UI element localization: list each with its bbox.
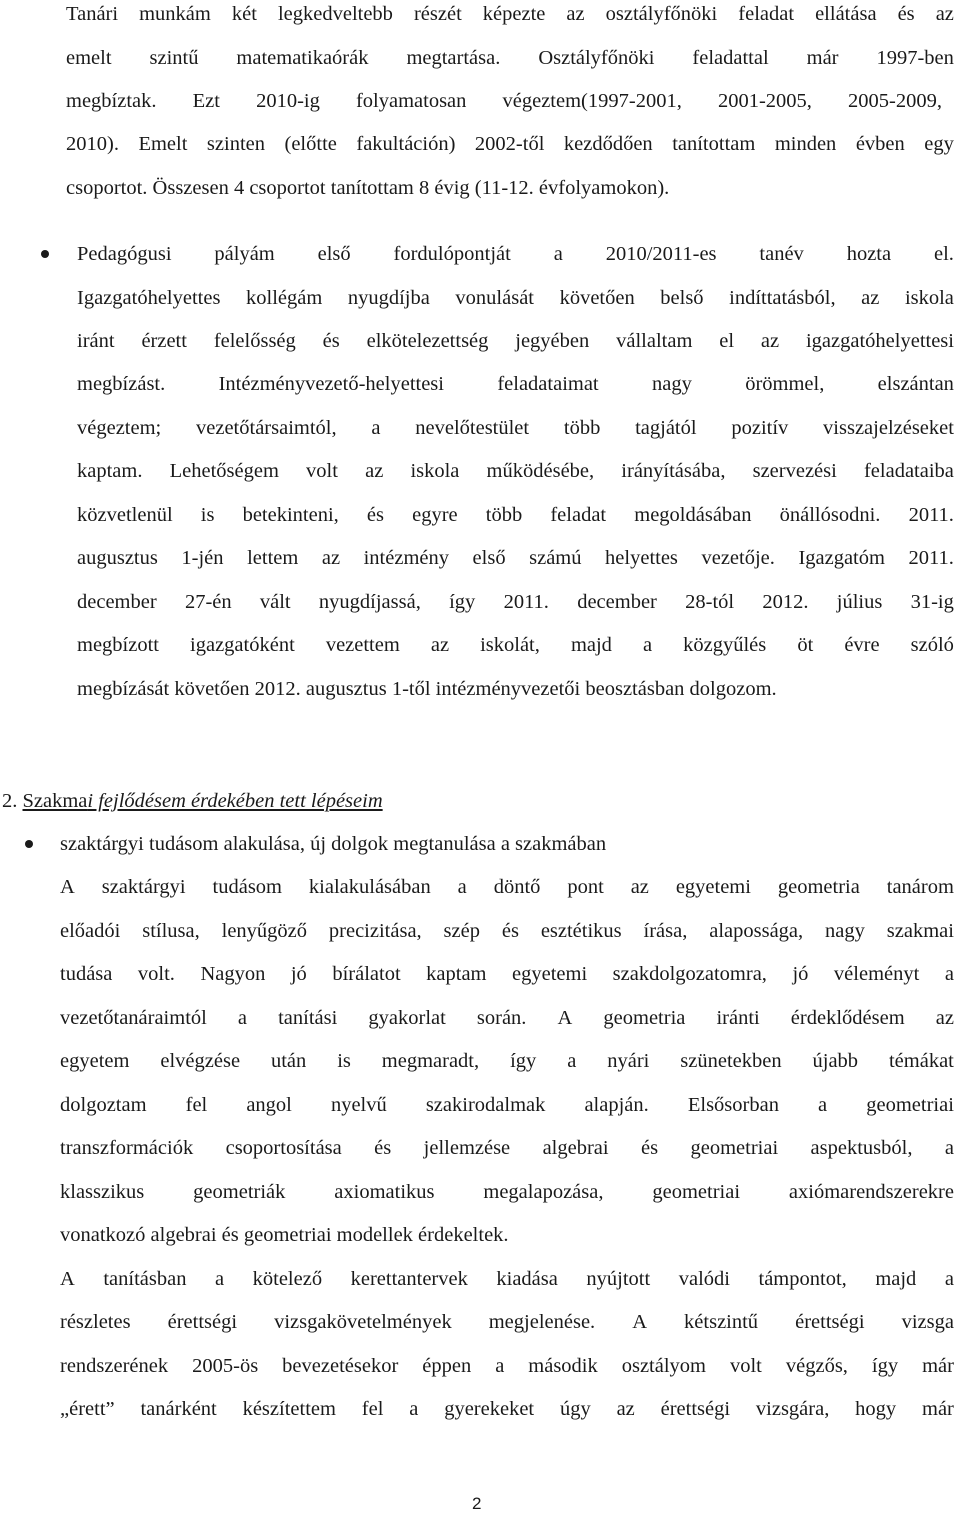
word: a — [495, 1355, 505, 1377]
word: igazgatóhelyettesi — [805, 330, 954, 352]
word: után — [270, 1050, 307, 1072]
word: ellátása — [815, 3, 877, 25]
word: csoportosítása — [225, 1137, 342, 1159]
word: elkötelezettség — [366, 330, 489, 352]
word: kollégám — [246, 287, 323, 309]
section-title: i fejlődésem érdekében tett lépéseim — [87, 790, 383, 812]
word: érettségi — [660, 1398, 731, 1420]
word: vonulását — [455, 287, 534, 309]
word: visszajelzéseket — [823, 417, 954, 439]
word: indíttatásból, — [729, 287, 836, 309]
word: tanárom — [886, 876, 954, 898]
word: szakmai — [886, 920, 954, 942]
word: angol — [246, 1094, 292, 1116]
word: támpontot, — [758, 1268, 847, 1290]
word: nyújtott — [586, 1268, 651, 1290]
list-item-line — [77, 327, 954, 355]
word: a — [642, 634, 653, 656]
word: algebrai — [542, 1137, 609, 1159]
word: rendszerének — [60, 1355, 169, 1377]
word: részletes — [60, 1311, 131, 1333]
word: jegyében — [515, 330, 590, 352]
word: önállósodni. — [779, 504, 881, 526]
word: „érett” — [60, 1398, 115, 1420]
word: képezte — [482, 3, 546, 25]
word: nevelőtestület — [415, 417, 530, 439]
word: szünetekben — [680, 1050, 782, 1072]
word: a — [944, 1268, 954, 1290]
word: vált — [259, 591, 291, 613]
word: alapossága, — [709, 920, 804, 942]
word: aspektusból, — [810, 1137, 913, 1159]
word: részét — [413, 3, 462, 25]
word: tanításban — [103, 1268, 187, 1290]
word: el. — [933, 243, 954, 265]
word: Igazgatóhelyettes — [77, 287, 221, 309]
word: tanítási — [278, 1007, 338, 1029]
word: 2005-2009, — [848, 90, 942, 112]
word: évben — [855, 133, 905, 155]
word: volt. — [137, 963, 175, 985]
word: volt — [306, 460, 338, 482]
word: pályám — [214, 243, 275, 265]
word: A — [557, 1007, 573, 1029]
word: valódi — [678, 1268, 730, 1290]
word: iránti — [716, 1007, 760, 1029]
word: pozitív — [731, 417, 789, 439]
word: nyelvű — [330, 1094, 387, 1116]
word: el — [719, 330, 735, 352]
list-item-line — [60, 873, 954, 901]
list-item-line — [60, 1047, 954, 1075]
word: öt — [797, 634, 814, 656]
word: kétszintű — [684, 1311, 759, 1333]
word: Intézményvezető-helyettesi — [218, 373, 444, 395]
word: majd — [570, 634, 612, 656]
word: 2010/2011-es — [605, 243, 717, 265]
list-item-line — [60, 917, 954, 945]
word: osztályfőnöki — [605, 3, 718, 25]
word: kötelező — [252, 1268, 323, 1290]
word: (előtte — [284, 133, 337, 155]
word: már — [806, 47, 839, 69]
word: szép — [443, 920, 480, 942]
word: az — [616, 1398, 635, 1420]
word: A — [60, 1268, 75, 1290]
paragraph-line — [66, 130, 954, 158]
word: stílusa, — [142, 920, 200, 942]
word: kezdődően — [563, 133, 653, 155]
word: lenyűgöző — [221, 920, 308, 942]
word: a — [818, 1094, 828, 1116]
word: tanév — [759, 243, 804, 265]
paragraph-line — [66, 87, 942, 115]
word: Pedagógusi — [77, 243, 172, 265]
word: augusztus — [77, 547, 158, 569]
word: Elsősorban — [687, 1094, 779, 1116]
word: gyakorlat — [368, 1007, 446, 1029]
word: érettségi — [167, 1311, 238, 1333]
word: a — [944, 963, 954, 985]
word: jó — [792, 963, 809, 985]
word: az — [365, 460, 384, 482]
word: 27-én — [184, 591, 232, 613]
word: szóló — [910, 634, 954, 656]
word: fel — [361, 1398, 384, 1420]
word: nyugdíjassá, — [318, 591, 421, 613]
word: december — [577, 591, 657, 613]
word: szakirodalmak — [425, 1094, 546, 1116]
word: is — [200, 504, 215, 526]
word: Emelt — [138, 133, 188, 155]
word: végeztem(1997-2001, — [502, 90, 682, 112]
word: a — [944, 1137, 954, 1159]
word: az — [566, 3, 585, 25]
word: fordulópontját — [393, 243, 511, 265]
bullet-icon — [25, 840, 33, 848]
word: tanítottam — [672, 133, 756, 155]
word: emelt — [66, 47, 112, 69]
word: is — [337, 1050, 351, 1072]
word: december — [77, 591, 157, 613]
word: szakdolgozatomra, — [612, 963, 767, 985]
word: az — [430, 634, 450, 656]
word: működésébe, — [486, 460, 595, 482]
word: feladat — [550, 504, 607, 526]
word: az — [935, 1007, 954, 1029]
word: intézmény — [363, 547, 449, 569]
word: egyre — [412, 504, 458, 526]
word: témákat — [888, 1050, 954, 1072]
word: feladattal — [692, 47, 769, 69]
word: irányításába, — [621, 460, 726, 482]
word: az — [861, 287, 880, 309]
word: a — [371, 417, 381, 439]
word: gyerekeket — [444, 1398, 535, 1420]
word: betekinteni, — [242, 504, 339, 526]
word: geometriai — [652, 1181, 741, 1203]
word: az — [760, 330, 780, 352]
word: az — [630, 876, 649, 898]
word: Nagyon — [200, 963, 266, 985]
list-item-line — [60, 1308, 954, 1336]
word: végzős, — [785, 1355, 848, 1377]
word: július — [836, 591, 883, 613]
word: megoldásában — [634, 504, 752, 526]
word: folyamatosan — [355, 90, 467, 112]
word: a — [457, 876, 467, 898]
word: közvetlenül — [77, 504, 173, 526]
word: kaptam — [426, 963, 487, 985]
word: szintű — [149, 47, 199, 69]
word: előadói — [60, 920, 121, 942]
word: vezetője. — [701, 547, 775, 569]
word: iskolát, — [480, 634, 540, 656]
word: 2002-től — [474, 133, 545, 155]
word: elvégzése — [160, 1050, 241, 1072]
list-item-line — [60, 1178, 954, 1206]
word: iskola — [410, 460, 460, 482]
word: tudásom — [212, 876, 282, 898]
word: kialakulásában — [308, 876, 431, 898]
word: dolgoztam — [60, 1094, 147, 1116]
list-item-line — [60, 1004, 954, 1032]
list-item-line — [60, 1091, 954, 1119]
word: több — [563, 417, 601, 439]
word: újabb — [812, 1050, 859, 1072]
paragraph-line: csoportot. Összesen 4 csoportot tanítottam 8 évig (11-12. évfolyamokon). — [66, 177, 670, 199]
list-item-line — [77, 501, 954, 529]
word: vállaltam — [616, 330, 693, 352]
word: tagjától — [635, 417, 697, 439]
word: hozta — [846, 243, 892, 265]
word: 1-jén — [181, 547, 224, 569]
word: éppen — [422, 1355, 472, 1377]
word: érettségi — [795, 1311, 865, 1333]
word: vezetőtanáraimtól — [60, 1007, 207, 1029]
list-item-line — [77, 631, 954, 659]
word: a — [237, 1007, 248, 1029]
word: 1997-ben — [876, 47, 954, 69]
word: nagy — [651, 373, 692, 395]
word: tanárként — [140, 1398, 217, 1420]
word: jellemzése — [423, 1137, 511, 1159]
word: A — [60, 876, 75, 898]
word: iránt — [77, 330, 115, 352]
word: bírálatot — [332, 963, 401, 985]
word: 2005-ös — [192, 1355, 259, 1377]
word: megbíztak. — [66, 90, 157, 112]
word: Ezt — [192, 90, 220, 112]
word: két — [231, 3, 257, 25]
word: hogy — [855, 1398, 897, 1420]
list-item-line — [77, 240, 954, 268]
word: kerettantervek — [350, 1268, 468, 1290]
word: 2011. — [908, 547, 954, 569]
word: érzett — [141, 330, 187, 352]
word: és — [366, 504, 384, 526]
word: feladataiba — [863, 460, 954, 482]
word: úgy — [559, 1398, 591, 1420]
word: lettem — [247, 547, 299, 569]
word: bevezetésekor — [282, 1355, 399, 1377]
word: megbízott — [77, 634, 159, 656]
word: kaptam. — [77, 460, 143, 482]
word: axiómarendszerekre — [788, 1181, 954, 1203]
word: így — [449, 591, 476, 613]
word: feladat — [738, 3, 795, 25]
word: belső — [660, 287, 704, 309]
word: követően — [559, 287, 635, 309]
word: geometria — [777, 876, 860, 898]
word: az — [935, 3, 954, 25]
word: végeztem; — [77, 417, 162, 439]
word: számú — [529, 547, 582, 569]
list-item-line — [77, 457, 954, 485]
word: az — [321, 547, 341, 569]
list-item-line — [77, 588, 954, 616]
word: elszántan — [877, 373, 954, 395]
word: megtartása. — [406, 47, 501, 69]
word: vizsgára, — [755, 1398, 830, 1420]
word: geometriai — [690, 1137, 779, 1159]
word: a — [409, 1398, 419, 1420]
word: készítettem — [242, 1398, 336, 1420]
word: írása, — [643, 920, 688, 942]
word: 31-ig — [910, 591, 954, 613]
word: egyetem — [60, 1050, 130, 1072]
word: feladataimat — [497, 373, 599, 395]
word: pont — [567, 876, 604, 898]
list-item-line: szaktárgyi tudásom alakulása, új dolgok megtanulása a szakmában — [60, 833, 607, 855]
word: egyetemi — [675, 876, 751, 898]
word: tudása — [60, 963, 113, 985]
word: precizitása, — [328, 920, 422, 942]
word: során. — [476, 1007, 527, 1029]
list-item-line — [60, 960, 954, 988]
word: Lehetőségem — [169, 460, 279, 482]
word: transzformációk — [60, 1137, 194, 1159]
word: megalapozása, — [483, 1181, 604, 1203]
word: vizsga — [901, 1311, 954, 1333]
word: fakultáción) — [356, 133, 456, 155]
list-item-line — [60, 1265, 954, 1293]
word: iskola — [904, 287, 954, 309]
word: közgyűlés — [683, 634, 767, 656]
word: örömmel, — [745, 373, 825, 395]
word: 2012. — [762, 591, 809, 613]
word: szinten — [206, 133, 265, 155]
word: Tanári — [66, 3, 119, 25]
word: több — [485, 504, 523, 526]
list-item-line — [77, 370, 954, 398]
list-item-line — [60, 1134, 954, 1162]
word: nagy — [825, 920, 865, 942]
word: a — [215, 1268, 225, 1290]
word: megjelenése. — [488, 1311, 596, 1333]
word: 2011. — [503, 591, 549, 613]
word: geometria — [603, 1007, 686, 1029]
word: Igazgatóm — [798, 547, 885, 569]
section-number: 2. — [2, 790, 18, 812]
word: 2001-2005, — [717, 90, 812, 112]
word: kiadása — [496, 1268, 558, 1290]
word: már — [922, 1398, 954, 1420]
word: első — [317, 243, 351, 265]
word: 28-tól — [685, 591, 735, 613]
word: matematikaórák — [236, 47, 369, 69]
list-item-line — [60, 1395, 954, 1423]
word: és — [374, 1137, 392, 1159]
word: szervezési — [752, 460, 837, 482]
word: egyetemi — [512, 963, 588, 985]
word: évre — [844, 634, 880, 656]
word: alapján. — [584, 1094, 649, 1116]
list-item-line — [77, 284, 954, 312]
bullet-icon — [41, 250, 49, 258]
word: geometriai — [866, 1094, 954, 1116]
word: nyugdíjba — [347, 287, 430, 309]
paragraph-line — [66, 0, 954, 28]
word: megmaradt, — [381, 1050, 480, 1072]
list-item-line — [77, 544, 954, 572]
word: 2010). — [66, 133, 119, 155]
page-number: 2 — [472, 1494, 482, 1513]
word: véleményt — [833, 963, 920, 985]
word: klasszikus — [60, 1181, 145, 1203]
word: érdeklődésem — [790, 1007, 905, 1029]
word: A — [632, 1311, 648, 1333]
word: és — [501, 920, 519, 942]
word: és — [322, 330, 340, 352]
word: már — [922, 1355, 954, 1377]
list-item-line: megbízását követően 2012. augusztus 1-től intézményvezetői beosztásban dolgozom. — [77, 678, 777, 700]
word: vezettem — [325, 634, 400, 656]
list-item-line: vonatkozó algebrai és geometriai modellek érdekeltek. — [60, 1224, 509, 1246]
word: helyettes — [605, 547, 678, 569]
word: így — [510, 1050, 537, 1072]
word: minden — [774, 133, 837, 155]
list-item-line — [60, 1352, 954, 1380]
word: esztétikus — [540, 920, 622, 942]
word: és — [897, 3, 915, 25]
word: Osztályfőnöki — [538, 47, 655, 69]
word: majd — [875, 1268, 917, 1290]
word: egy — [924, 133, 954, 155]
word: és — [641, 1137, 659, 1159]
word: felelősség — [213, 330, 296, 352]
word: fel — [185, 1094, 208, 1116]
word: így — [871, 1355, 899, 1377]
section-title-prefix: Szakma — [22, 790, 88, 812]
word: a — [553, 243, 563, 265]
list-item-line — [77, 414, 954, 442]
word: igazgatóként — [190, 634, 295, 656]
word: a — [567, 1050, 577, 1072]
word: 2010-ig — [256, 90, 320, 112]
word: megbízást. — [77, 373, 166, 395]
word: vezetőtársaimtól, — [196, 417, 337, 439]
word: axiomatikus — [334, 1181, 435, 1203]
word: nyári — [607, 1050, 650, 1072]
word: volt — [729, 1355, 762, 1377]
word: jó — [290, 963, 307, 985]
word: első — [472, 547, 506, 569]
word: osztályom — [621, 1355, 706, 1377]
word: 2011. — [908, 504, 954, 526]
section-heading — [2, 787, 383, 815]
word: legkedveltebb — [277, 3, 393, 25]
word: szaktárgyi — [101, 876, 186, 898]
word: geometriák — [193, 1181, 286, 1203]
word: második — [528, 1355, 598, 1377]
word: döntő — [493, 876, 541, 898]
word: vizsgakövetelmények — [274, 1311, 452, 1333]
paragraph-line — [66, 44, 954, 72]
word: munkám — [139, 3, 211, 25]
